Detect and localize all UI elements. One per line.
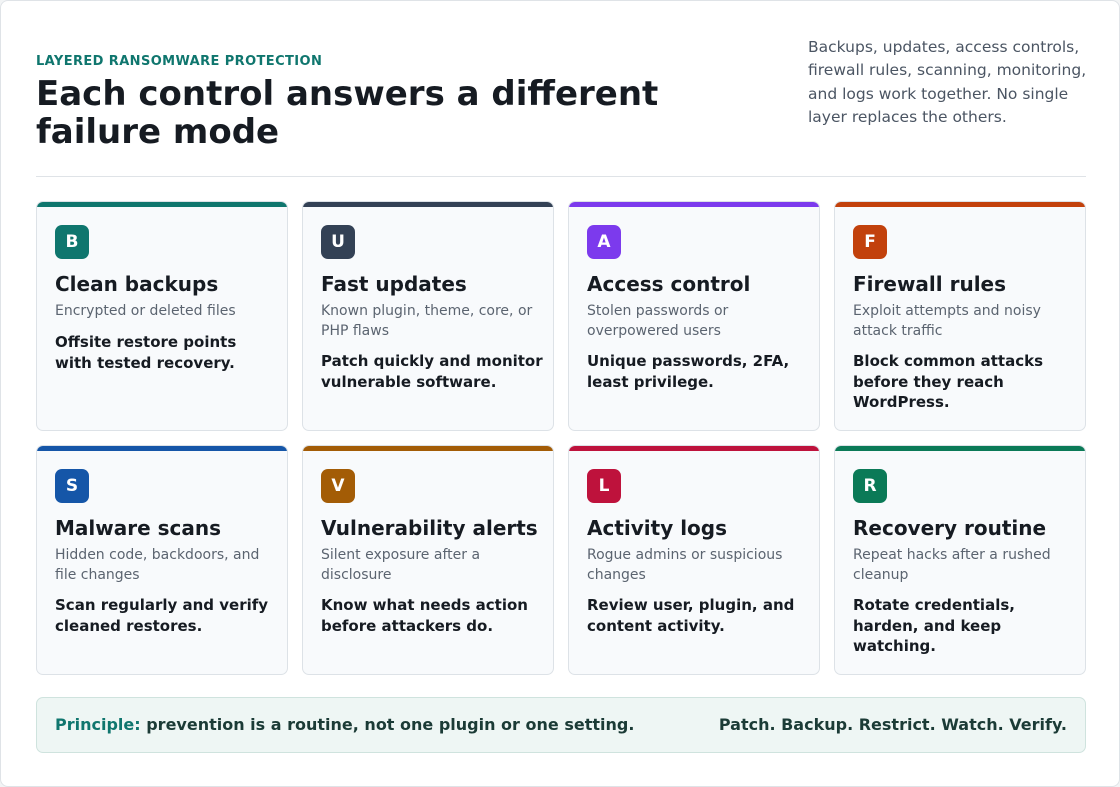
card-letter-badge: B: [55, 225, 89, 259]
card-risk: Encrypted or deleted files: [55, 303, 236, 319]
card-title: Firewall rules: [853, 272, 1007, 296]
principle-statement: [55, 715, 634, 734]
divider: [36, 176, 1086, 177]
card-title: Vulnerability alerts: [321, 516, 538, 540]
card-title: Activity logs: [587, 516, 728, 540]
motto: Patch. Backup. Restrict. Watch. Verify.: [718, 715, 1067, 734]
card-fix: Unique passwords, 2FA, least privilege.: [587, 352, 790, 391]
card-letter-badge: S: [55, 469, 89, 503]
card-risk: Repeat hacks after a rushed cleanup: [853, 547, 1051, 583]
card-risk: Silent exposure after a disclosure: [321, 547, 481, 583]
card-letter-badge: R: [853, 469, 887, 503]
card-accent-bar: [37, 202, 287, 207]
kicker: LAYERED RANSOMWARE PROTECTION: [36, 54, 323, 69]
card-risk: Hidden code, backdoors, and file changes: [55, 547, 260, 583]
intro-text: Backups, updates, access controls, firewall rules, scanning, monitoring, and logs work together. No single layer replaces the others.: [808, 38, 1087, 126]
control-card: [834, 445, 1086, 675]
card-accent-bar: [303, 446, 553, 451]
principle-banner: [36, 697, 1086, 753]
card-fix: Know what needs action before attackers do.: [321, 596, 528, 635]
card-fix: Review user, plugin, and content activity.: [587, 596, 795, 635]
card-accent-bar: [569, 446, 819, 451]
card-letter-badge: V: [321, 469, 355, 503]
principle-label: Principle:: [55, 715, 141, 734]
control-card: [568, 201, 820, 431]
card-accent-bar: [37, 446, 287, 451]
card-title: Fast updates: [321, 272, 467, 296]
card-risk: Known plugin, theme, core, or PHP flaws: [321, 303, 533, 339]
card-letter-badge: A: [587, 225, 621, 259]
control-card: [302, 201, 554, 431]
card-risk: Exploit attempts and noisy attack traffic: [853, 303, 1041, 339]
card-accent-bar: [835, 446, 1085, 451]
card-risk: Rogue admins or suspicious changes: [587, 547, 783, 583]
card-fix: Rotate credentials, harden, and keep watching.: [853, 596, 1015, 655]
card-title: Access control: [587, 272, 751, 296]
page-title: Each control answers a different failure mode: [36, 74, 659, 152]
card-title: Clean backups: [55, 272, 219, 296]
control-card: [36, 201, 288, 431]
card-letter-badge: U: [321, 225, 355, 259]
control-card: [834, 201, 1086, 431]
control-card: [302, 445, 554, 675]
card-title: Malware scans: [55, 516, 222, 540]
card-accent-bar: [835, 202, 1085, 207]
card-accent-bar: [569, 202, 819, 207]
card-accent-bar: [303, 202, 553, 207]
card-fix: Scan regularly and verify cleaned restores.: [55, 596, 269, 635]
control-card: [36, 445, 288, 675]
card-fix: Block common attacks before they reach WordPress.: [853, 352, 1044, 411]
principle-text: prevention is a routine, not one plugin or one setting.: [140, 715, 635, 734]
control-card: [568, 445, 820, 675]
card-fix: Patch quickly and monitor vulnerable software.: [321, 352, 543, 391]
card-letter-badge: F: [853, 225, 887, 259]
card-title: Recovery routine: [853, 516, 1047, 540]
card-fix: Offsite restore points with tested recovery.: [55, 333, 237, 372]
card-risk: Stolen passwords or overpowered users: [587, 303, 729, 339]
card-letter-badge: L: [587, 469, 621, 503]
